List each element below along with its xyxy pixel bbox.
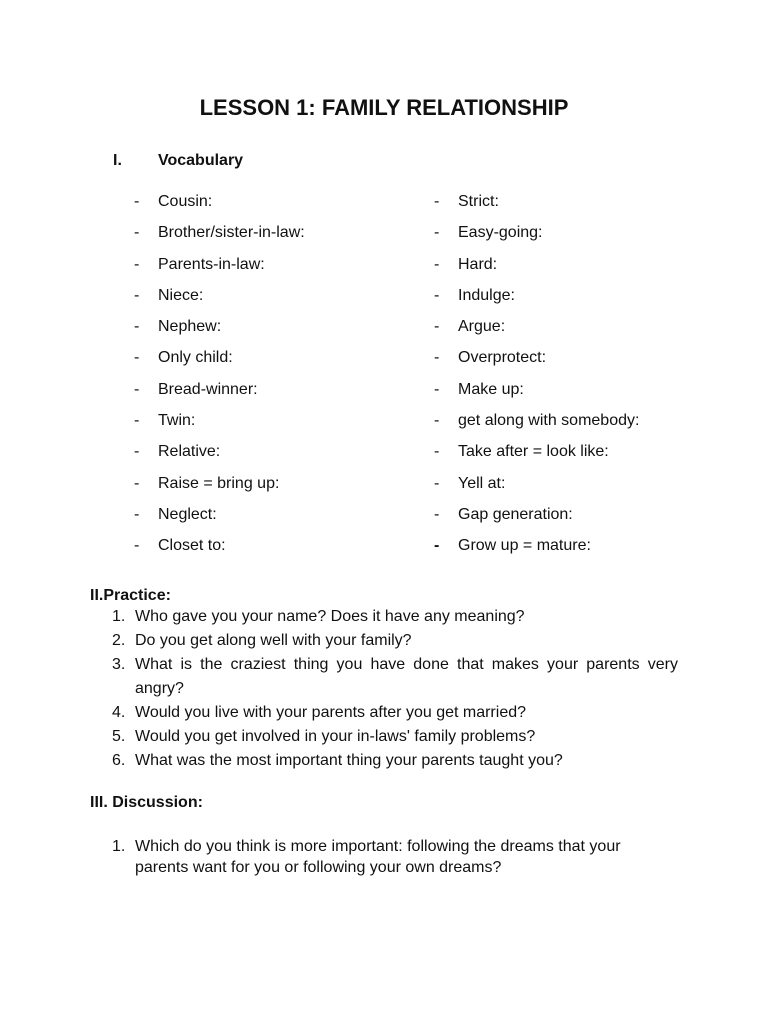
vocab-term: Neglect: [158, 505, 217, 523]
vocab-term: Strict: [458, 193, 499, 210]
vocab-term: Nephew: [158, 318, 222, 336]
dash: - [434, 380, 440, 398]
item-number: 4. [112, 704, 126, 721]
item-number: 6. [112, 752, 126, 769]
dash: - [134, 255, 140, 273]
dash: - [134, 193, 140, 210]
dash: - [434, 318, 440, 336]
vocab-term: Twin: [158, 412, 196, 430]
discussion-list [112, 836, 678, 878]
vocab-term: Niece: [158, 286, 204, 304]
list-item [112, 653, 678, 701]
item-text: Who gave you your name? Does it have any meaning? [135, 608, 525, 625]
vocab-term: Raise = bring up: [158, 474, 280, 492]
dash: - [134, 412, 140, 430]
section-number: I. [113, 152, 122, 169]
item-text: What is the craziest thing you have done that makes your parents very angry? [135, 656, 678, 697]
vocab-term: Grow up = mature: [458, 537, 591, 555]
dash: - [134, 443, 140, 461]
item-text: What was the most important thing your parents taught you? [135, 752, 563, 769]
vocab-term: Indulge: [458, 286, 515, 304]
vocab-term: Relative: [158, 443, 221, 461]
vocab-term: Yell at: [458, 474, 506, 492]
item-text: Would you live with your parents after you get married? [135, 704, 527, 721]
dash: - [134, 537, 140, 555]
item-number: 3. [112, 656, 126, 673]
list-item [112, 836, 678, 878]
dash: - [134, 318, 140, 336]
vocab-term: Easy-going: [458, 224, 543, 242]
section-title-practice: II.Practice: [90, 587, 171, 604]
list-item [112, 605, 678, 629]
dash: - [434, 443, 440, 461]
list-item [112, 629, 678, 653]
list-item [112, 725, 678, 749]
vocab-term: Cousin: [158, 193, 213, 210]
vocab-term: Hard: [458, 255, 498, 273]
vocab-term: Only child: [158, 349, 233, 367]
dash: - [434, 537, 440, 555]
dash: - [134, 380, 140, 398]
vocab-term: Take after = look like: [458, 443, 609, 461]
section-title-vocabulary: Vocabulary [158, 152, 244, 169]
vocab-term: Brother/sister-in-law: [158, 224, 305, 242]
item-number: 5. [112, 728, 126, 745]
item-text: Which do you think is more important: following the dreams that your parents want for you or following your own dreams? [135, 838, 621, 876]
page-title: LESSON 1: FAMILY RELATIONSHIP [199, 95, 569, 120]
vocab-term: Argue: [458, 318, 506, 336]
vocab-term: Overprotect: [458, 349, 547, 367]
dash: - [434, 505, 440, 523]
dash: - [434, 255, 440, 273]
dash: - [434, 474, 440, 492]
vocab-term: Gap generation: [458, 505, 573, 523]
item-number: 2. [112, 632, 126, 649]
item-text: Do you get along well with your family? [135, 632, 412, 649]
practice-list [112, 605, 678, 773]
item-number: 1. [112, 608, 126, 625]
item-number: 1. [112, 838, 126, 855]
dash: - [434, 286, 440, 304]
dash: - [134, 349, 140, 367]
section-title-discussion: III. Discussion: [90, 794, 203, 811]
dash: - [134, 286, 140, 304]
dash: - [434, 224, 440, 242]
dash: - [434, 412, 440, 430]
dash: - [134, 474, 140, 492]
vocab-term: Parents-in-law: [158, 255, 265, 273]
item-text: Would you get involved in your in-laws' family problems? [135, 728, 536, 745]
dash: - [434, 349, 440, 367]
dash: - [134, 505, 140, 523]
vocab-term: Make up: [458, 380, 524, 398]
vocab-term: Closet to: [158, 537, 226, 555]
list-item [112, 701, 678, 725]
vocab-term: Bread-winner: [158, 380, 258, 398]
list-item [112, 749, 678, 773]
dash: - [134, 224, 140, 242]
dash: - [434, 193, 440, 210]
vocab-term: get along with somebody: [458, 412, 640, 430]
